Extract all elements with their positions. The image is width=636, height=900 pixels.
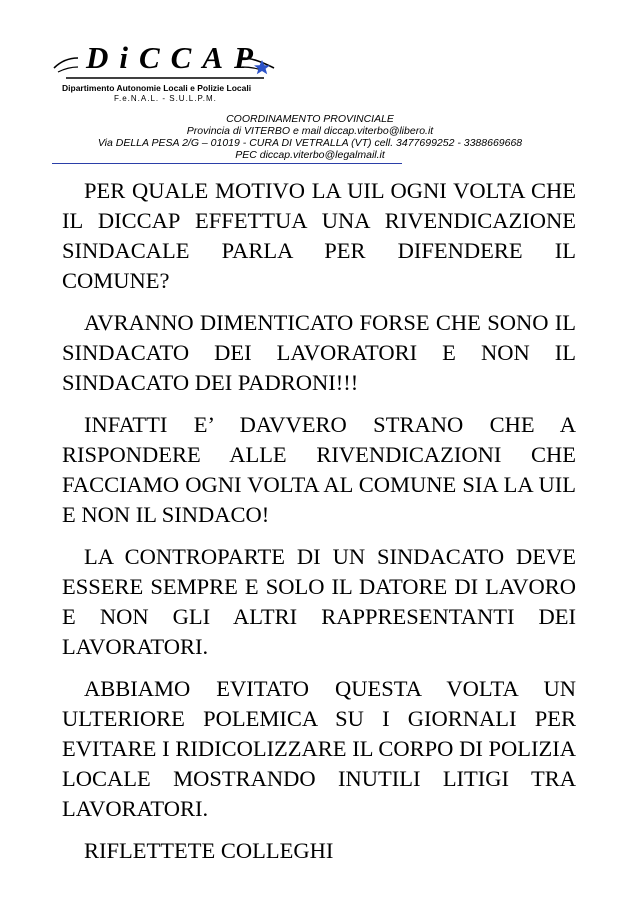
paragraph-4 — [62, 542, 576, 662]
paragraph-2 — [62, 308, 576, 398]
logo-name: DiCCAP — [86, 40, 264, 75]
logo-subtitle: Dipartimento Autonomie Locali e Polizie Locali — [62, 83, 252, 93]
contact-block — [60, 113, 560, 161]
paragraph-1 — [62, 176, 576, 296]
address-line: Via DELLA PESA 2/G – 01019 - CURA DI VETRALLA (VT) cell. 3477699252 - 3388669668 — [97, 137, 523, 149]
logo-subtitle-2: F.e.N.A.L. - S.U.L.P.M. — [114, 94, 217, 103]
paragraph-text: INFATTI E’ DAVVERO STRANO CHE A RISPONDERE ALLE RIVENDICAZIONI CHE FACCIAMO OGNI VOLTA AL COMUNE SIA LA UIL E NON IL SINDACO! — [62, 412, 576, 527]
province-email-line: Provincia di VITERBO e mail diccap.viterbo@libero.it — [186, 125, 434, 137]
paragraph-text: PER QUALE MOTIVO LA UIL OGNI VOLTA CHE IL DICCAP EFFETTUA UNA RIVENDICAZIONE SINDACALE PARLA PER DIFENDERE IL COMUNE? — [62, 178, 576, 293]
diccap-logo — [52, 38, 282, 106]
header-divider — [52, 163, 402, 164]
pec-line: PEC diccap.viterbo@legalmail.it — [235, 149, 385, 161]
letter-body — [62, 176, 576, 878]
letterhead — [0, 0, 636, 170]
paragraph-5 — [62, 674, 576, 824]
closing-line — [62, 836, 576, 866]
paragraph-3 — [62, 410, 576, 530]
star-icon — [254, 60, 270, 74]
paragraph-text: ABBIAMO EVITATO QUESTA VOLTA UN ULTERIORE POLEMICA SU I GIORNALI PER EVITARE I RIDICOLIZZARE IL CORPO DI POLIZIA LOCALE MOSTRANDO INUTILI LITIGI TRA LAVORATORI. — [62, 676, 576, 821]
diccap-logo-mark — [52, 38, 282, 82]
paragraph-text: AVRANNO DIMENTICATO FORSE CHE SONO IL SINDACATO DEI LAVORATORI E NON IL SINDACATO DEI PADRONI!!! — [62, 310, 576, 395]
paragraph-text: LA CONTROPARTE DI UN SINDACATO DEVE ESSERE SEMPRE E SOLO IL DATORE DI LAVORO E NON GLI ALTRI RAPPRESENTANTI DEI LAVORATORI. — [62, 544, 576, 659]
coordination-heading: COORDINAMENTO PROVINCIALE — [226, 113, 394, 125]
paragraph-text: RIFLETTETE COLLEGHI — [84, 838, 334, 863]
